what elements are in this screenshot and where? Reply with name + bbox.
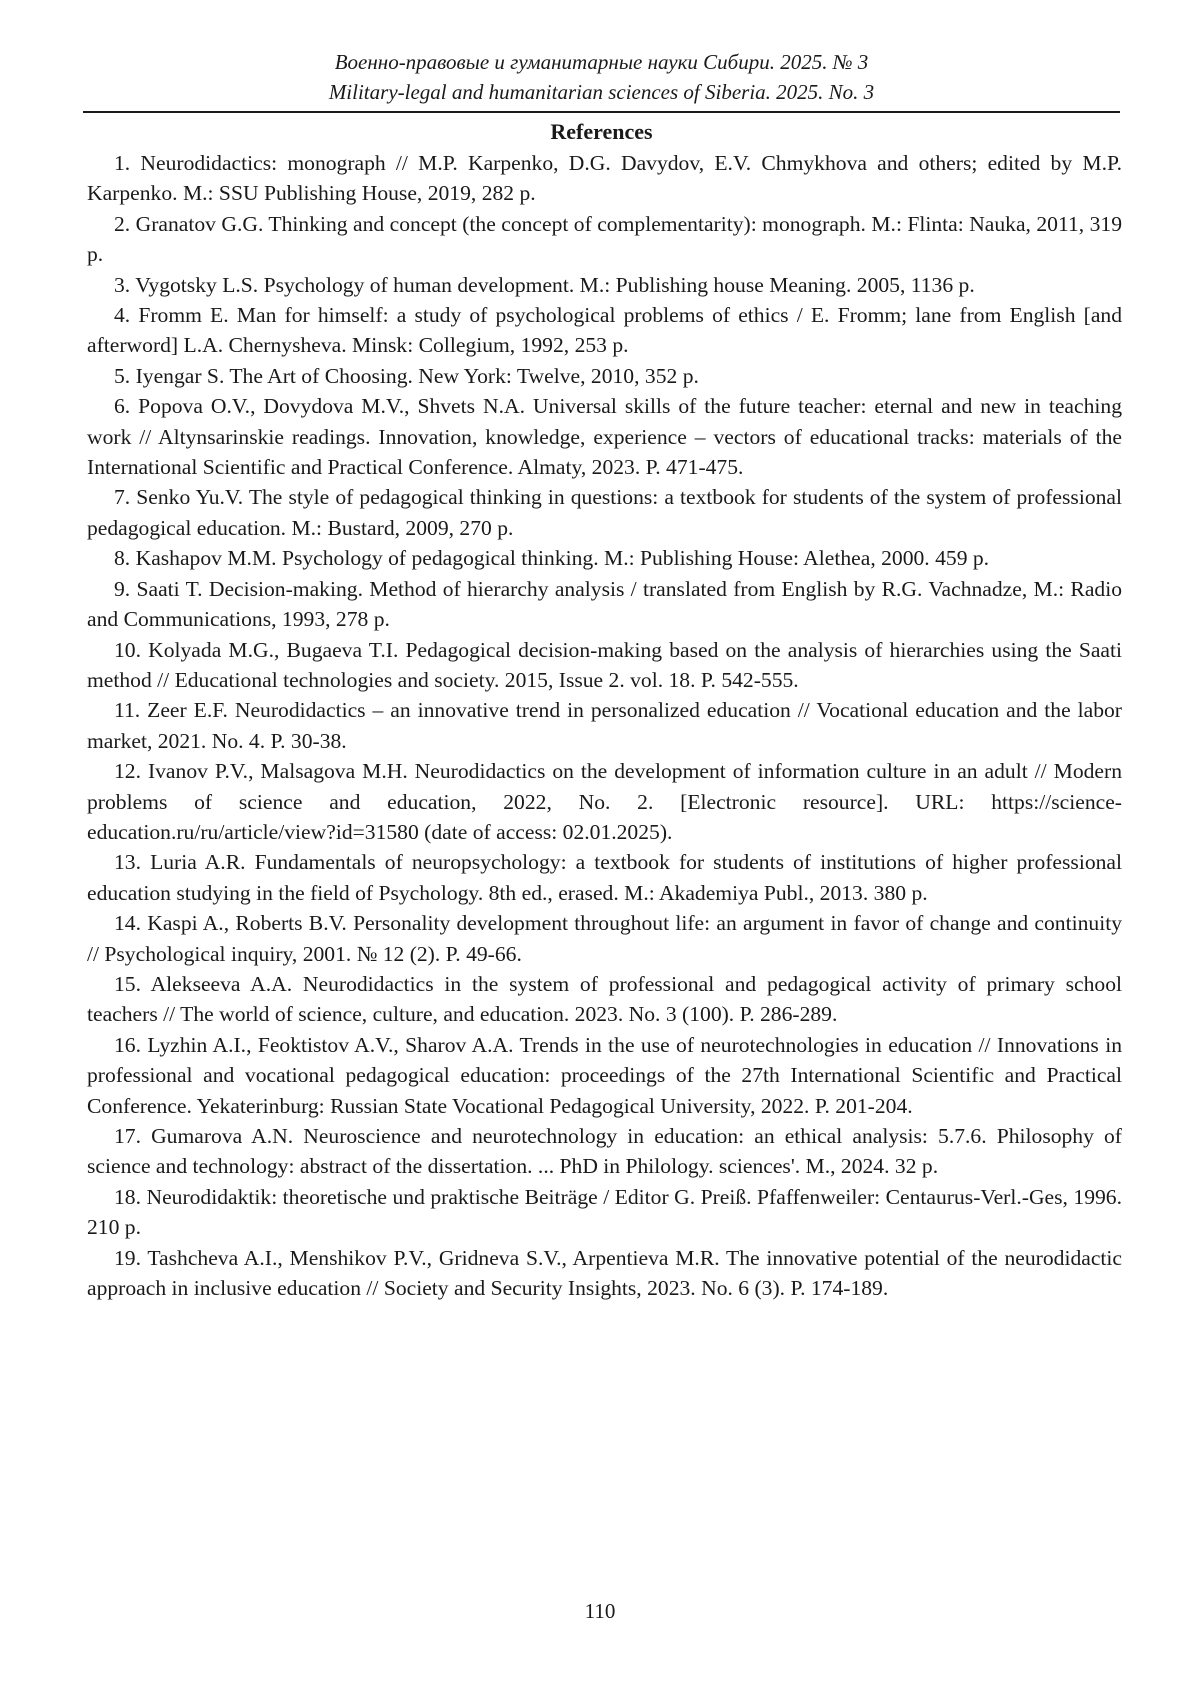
- journal-title-russian: Военно-правовые и гуманитарные науки Сибири. 2025. № 3: [334, 50, 869, 74]
- reference-item-17: 17. Gumarova A.N. Neuroscience and neurotechnology in education: an ethical analysis: 5.7.6. Philosophy of science and technology: abstract of the dissertation. ... PhD in Philology. sciences'. M., 2024. 32 p.: [87, 1124, 1122, 1179]
- reference-item-2: 2. Granatov G.G. Thinking and concept (the concept of complementarity): monograph. M.: Flinta: Nauka, 2011, 319 p.: [87, 211, 1122, 267]
- reference-item-7: 7. Senko Yu.V. The style of pedagogical thinking in questions: a textbook for students of the system of professional pedagogical education. M.: Bustard, 2009, 270 p.: [87, 485, 1122, 540]
- reference-item-19: 19. Tashcheva A.I., Menshikov P.V., Gridneva S.V., Arpentieva M.R. The innovative potential of the neurodidactic approach in inclusive education // Society and Security Insights, 2023. No. 6 (3). P. 174-189.: [87, 1245, 1122, 1301]
- reference-item-15: 15. Alekseeva A.A. Neurodidactics in the system of professional and pedagogical activity of primary school teachers // The world of science, culture, and education. 2023. No. 3 (100). P. 286-289.: [87, 971, 1122, 1027]
- reference-item-1: 1. Neurodidactics: monograph // M.P. Karpenko, D.G. Davydov, E.V. Chmykhova and others; edited by M.P. Karpenko. M.: SSU Publishing House, 2019, 282 p.: [87, 151, 1122, 206]
- reference-item-8: 8. Kashapov M.M. Psychology of pedagogical thinking. M.: Publishing House: Alethea, 2000. 459 p.: [114, 546, 990, 571]
- reference-item-16: 16. Lyzhin A.I., Feoktistov A.V., Sharov A.A. Trends in the use of neurotechnologies in education // Innovations in professional and vocational pedagogical education: proceedings of the 27th International Scientific and Practical Conference. Yekaterinburg: Russian State Vocational Pedagogical University, 2022. P. 201-204.: [87, 1032, 1122, 1118]
- reference-item-6: 6. Popova O.V., Dovydova M.V., Shvets N.A. Universal skills of the future teacher: eternal and new in teaching work // Altynsarinskie readings. Innovation, knowledge, experience – vectors of educational tracks: materials of the International Scientific and Practical Conference. Almaty, 2023. P. 471-475.: [87, 394, 1122, 480]
- reference-item-5: 5. Iyengar S. The Art of Choosing. New York: Twelve, 2010, 352 p.: [114, 363, 699, 388]
- page-number: 110: [584, 1599, 616, 1623]
- journal-title-english: Military-legal and humanitarian sciences of Siberia. 2025. No. 3: [328, 80, 875, 104]
- reference-item-11: 11. Zeer E.F. Neurodidactics – an innovative trend in personalized education // Vocational education and the labor market, 2021. No. 4. P. 30-38.: [87, 698, 1122, 753]
- reference-item-12: 12. Ivanov P.V., Malsagova M.H. Neurodidactics on the development of information culture in an adult // Modern problems of science and education, 2022, No. 2. [Electronic resource]. URL: https://science-education.ru/ru/article/view?id=31580 (date of access: 02.01.2025).: [87, 759, 1122, 844]
- reference-item-3: 3. Vygotsky L.S. Psychology of human development. M.: Publishing house Meaning. 2005, 1136 p.: [114, 272, 975, 297]
- reference-item-14: 14. Kaspi A., Roberts B.V. Personality development throughout life: an argument in favor of change and continuity // Psychological inquiry, 2001. № 12 (2). P. 49-66.: [87, 911, 1122, 966]
- references-list: [87, 148, 1122, 1303]
- reference-item-10: 10. Kolyada M.G., Bugaeva T.I. Pedagogical decision-making based on the analysis of hierarchies using the Saati method // Educational technologies and society. 2015, Issue 2. vol. 18. P. 542-555.: [87, 637, 1122, 692]
- reference-item-4: 4. Fromm E. Man for himself: a study of psychological problems of ethics / E. Fromm; lane from English [and afterword] L.A. Chernysheva. Minsk: Collegium, 1992, 253 p.: [87, 303, 1122, 358]
- journal-header: [83, 47, 1120, 107]
- references-heading: References: [550, 119, 653, 144]
- reference-item-9: 9. Saati T. Decision-making. Method of hierarchy analysis / translated from English by R.G. Vachnadze, M.: Radio and Communications, 1993, 278 p.: [87, 576, 1122, 632]
- reference-item-13: 13. Luria A.R. Fundamentals of neuropsychology: a textbook for students of institutions of higher professional education studying in the field of Psychology. 8th ed., erased. M.: Akademiya Publ., 2013. 380 p.: [87, 850, 1122, 905]
- reference-item-18: 18. Neurodidaktik: theoretische und praktische Beiträge / Editor G. Preiß. Pfaffenweiler: Centaurus-Verl.-Ges, 1996. 210 p.: [87, 1184, 1122, 1240]
- header-divider: [83, 111, 1120, 113]
